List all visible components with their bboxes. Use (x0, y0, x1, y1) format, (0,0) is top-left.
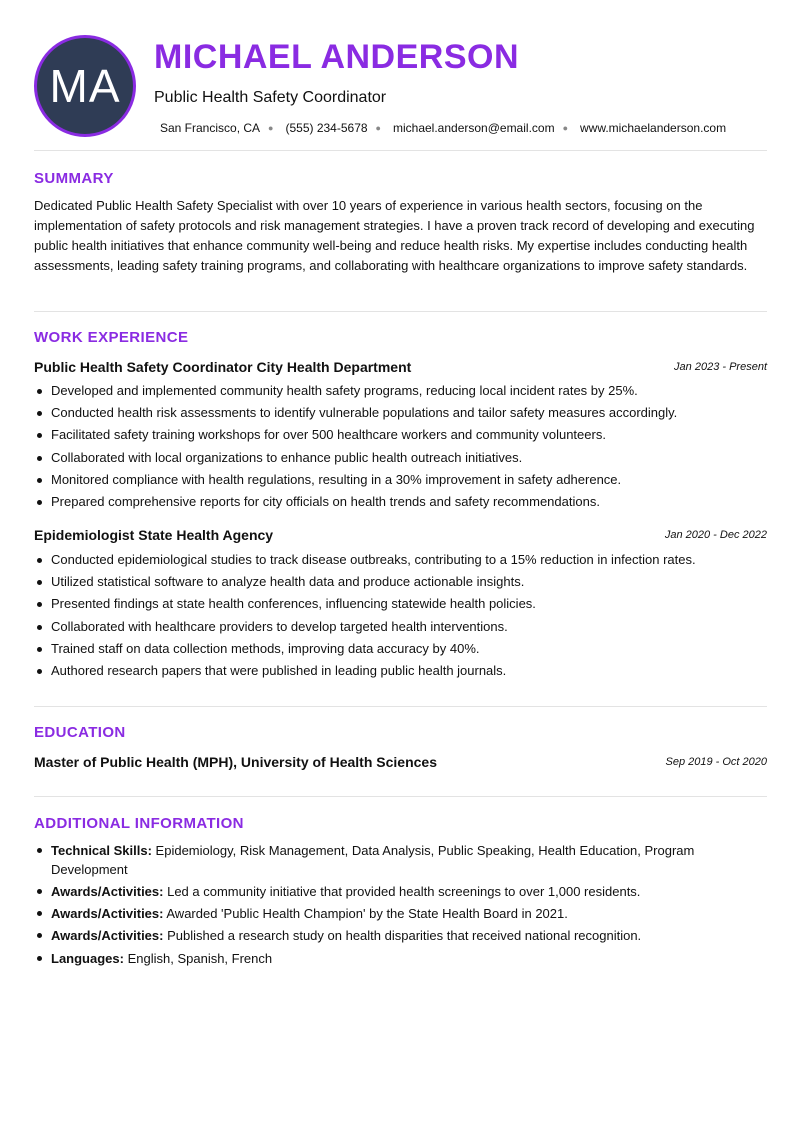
list-item: Monitored compliance with health regulations, resulting in a 30% improvement in safety adherence. (34, 469, 767, 491)
item-label: Technical Skills: (51, 843, 152, 858)
candidate-name: MICHAEL ANDERSON (154, 38, 520, 76)
item-label: Awards/Activities: (51, 884, 164, 899)
degree: Master of Public Health (MPH), University of Health Sciences (34, 754, 437, 770)
additional-info-title: ADDITIONAL INFORMATION (34, 815, 244, 832)
list-item: Trained staff on data collection methods, improving data accuracy by 40%. (34, 638, 767, 660)
avatar-initials: MA (49, 60, 121, 112)
divider (34, 796, 767, 797)
candidate-role: Public Health Safety Coordinator (154, 89, 387, 106)
list-item (34, 904, 767, 923)
dot-separator-icon: ● (375, 123, 381, 133)
item-text: Led a community initiative that provided health screenings to over 1,000 residents. (167, 884, 641, 899)
dot-separator-icon: ● (562, 123, 569, 133)
dot-separator-icon: ● (268, 123, 274, 133)
list-item: Facilitated safety training workshops for over 500 healthcare workers and community volunteers. (34, 424, 767, 446)
job-header (34, 357, 767, 377)
item-label: Awards/Activities: (51, 906, 164, 921)
list-item: Utilized statistical software to analyze health data and produce actionable insights. (34, 571, 767, 593)
contact-website[interactable]: www.michaelanderson.com (580, 121, 727, 135)
list-item: Conducted epidemiological studies to track disease outbreaks, contributing to a 15% reduction in infection rates. (34, 549, 767, 571)
item-text: Published a research study on health disparities that received national recognition. (167, 928, 642, 943)
item-label: Awards/Activities: (51, 928, 164, 943)
job-bullets (34, 549, 767, 682)
job-dates: Jan 2020 - Dec 2022 (664, 529, 767, 541)
list-item (34, 926, 767, 945)
job-title: Public Health Safety Coordinator City Health Department (34, 359, 412, 375)
education-dates: Sep 2019 - Oct 2020 (665, 756, 767, 768)
list-item: Prepared comprehensive reports for city officials on health trends and safety recommendations. (34, 491, 767, 513)
contact-info (160, 120, 726, 136)
list-item: Presented findings at state health conferences, influencing statewide health policies. (34, 593, 767, 615)
item-text: Awarded 'Public Health Champion' by the State Health Board in 2021. (166, 906, 568, 921)
item-text: English, Spanish, French (127, 951, 273, 966)
contact-email[interactable]: michael.anderson@email.com (392, 121, 555, 135)
list-item (34, 841, 767, 879)
list-item: Conducted health risk assessments to identify vulnerable populations and tailor safety measures accordingly. (34, 402, 767, 424)
summary-text: Dedicated Public Health Safety Specialist with over 10 years of experience in various health sectors, focusing on the implementation of safety protocols and risk management strategies. I have a proven track record of developing and executing public health initiatives that enhance community well-being and reduce health risks. My expertise includes conducting health assessments, leading safety training programs, and collaborating with healthcare organizations to improve safety standards. (34, 198, 755, 273)
job-bullets (34, 380, 767, 513)
list-item (34, 882, 767, 901)
list-item: Authored research papers that were published in leading public health journals. (34, 660, 767, 682)
item-text: Epidemiology, Risk Management, Data Analysis, Public Speaking, Health Education, Program Development (51, 843, 695, 877)
education-entry (34, 752, 767, 772)
contact-phone: (555) 234-5678 (285, 121, 368, 135)
work-experience-title: WORK EXPERIENCE (34, 329, 189, 346)
list-item (34, 949, 767, 968)
divider (34, 150, 767, 151)
summary-title: SUMMARY (34, 170, 114, 187)
item-label: Languages: (51, 951, 124, 966)
job-header (34, 525, 767, 545)
education-title: EDUCATION (34, 724, 126, 741)
additional-info-list (34, 841, 767, 971)
divider (34, 311, 767, 312)
job-title: Epidemiologist State Health Agency (34, 527, 274, 543)
list-item: Collaborated with local organizations to enhance public health outreach initiatives. (34, 447, 767, 469)
divider (34, 706, 767, 707)
list-item: Developed and implemented community health safety programs, reducing local incident rates by 25%. (34, 380, 767, 402)
list-item: Collaborated with healthcare providers to develop targeted health interventions. (34, 616, 767, 638)
job-dates: Jan 2023 - Present (674, 361, 767, 373)
contact-location: San Francisco, CA (160, 121, 261, 135)
avatar (34, 35, 136, 137)
